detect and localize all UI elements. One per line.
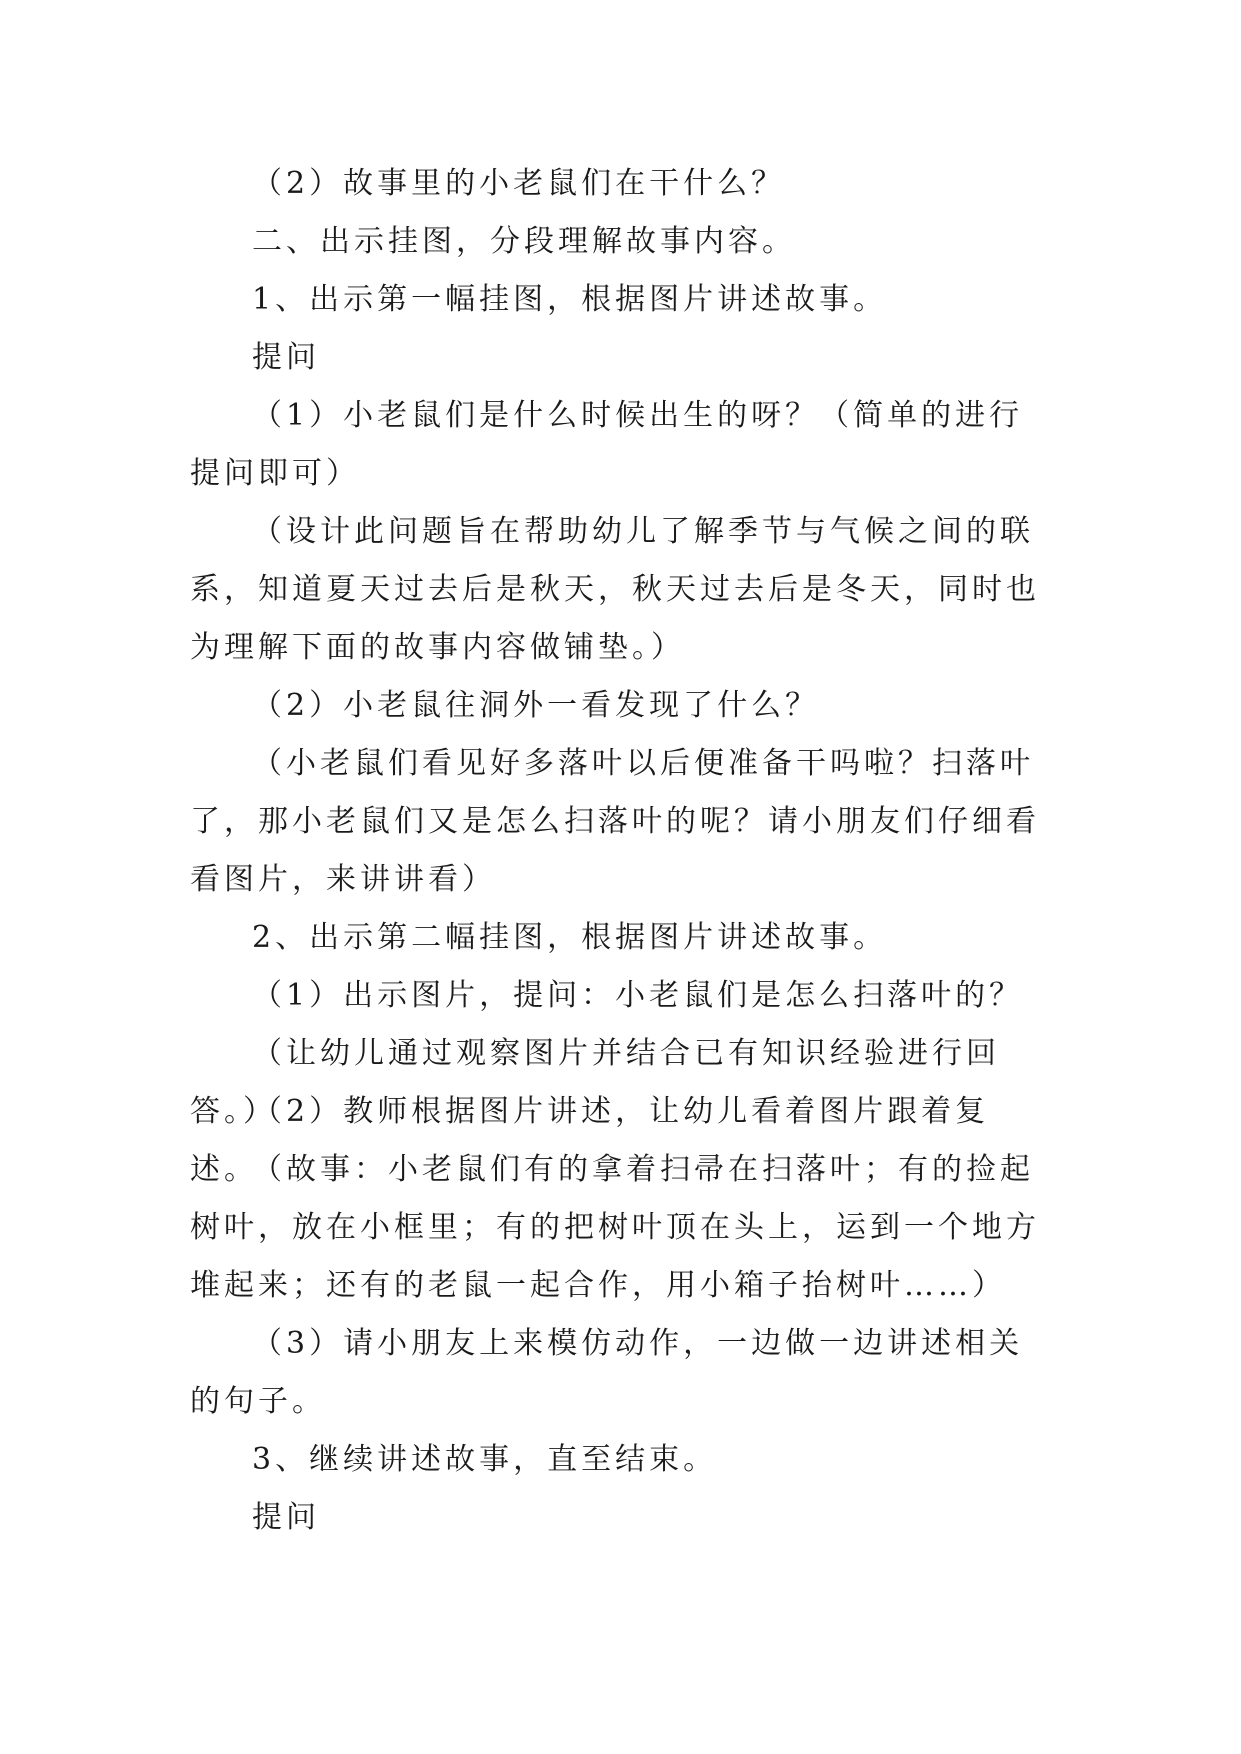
paragraph-questions-label-2: 提问 — [252, 1500, 320, 1535]
paragraph-section-two-heading: 二、出示挂图，分段理解故事内容。 — [252, 224, 796, 259]
paragraph-show-picture: （1）出示图片，提问：小老鼠们是怎么扫落叶的？ — [252, 978, 1024, 1013]
paragraph-question-2: （2）故事里的小老鼠们在干什么？ — [252, 166, 786, 201]
paragraph-step-2: 2、出示第二幅挂图，根据图片讲述故事。 — [252, 920, 888, 955]
paragraph-leaves-note: （小老鼠们看见好多落叶以后便准备干吗啦？扫落叶了，那小老鼠们又是怎么扫落叶的呢？请小朋友们仔细看看图片，来讲讲看） — [190, 746, 1040, 897]
paragraph-question-outside: （2）小老鼠往洞外一看发现了什么？ — [252, 688, 820, 723]
paragraph-step-3: 3、继续讲述故事，直至结束。 — [252, 1442, 718, 1477]
paragraph-teacher-narrate: （2）教师根据图片讲述，让幼儿看着图片跟着复述。 — [190, 1094, 990, 1187]
paragraph-observe-note: （让幼儿通过观察图片并结合已有知识经验进行回答。） — [190, 1036, 1000, 1129]
paragraph-question-born: （1）小老鼠们是什么时候出生的呀？（简单的进行提问即可） — [190, 398, 1024, 491]
paragraph-design-note: （设计此问题旨在帮助幼儿了解季节与气候之间的联系，知道夏天过去后是秋天，秋天过去后是冬天，同时也为理解下面的故事内容做铺垫。） — [190, 514, 1040, 665]
paragraph-story: （故事：小老鼠们有的拿着扫帚在扫落叶；有的捡起树叶，放在小框里；有的把树叶顶在头上，运到一个地方堆起来；还有的老鼠一起合作，用小箱子抬树叶……） — [190, 1152, 1040, 1303]
paragraph-questions-label: 提问 — [252, 340, 320, 375]
paragraph-imitate: （3）请小朋友上来模仿动作，一边做一边讲述相关的句子。 — [190, 1326, 1024, 1419]
paragraph-step-1: 1、出示第一幅挂图，根据图片讲述故事。 — [252, 282, 888, 317]
